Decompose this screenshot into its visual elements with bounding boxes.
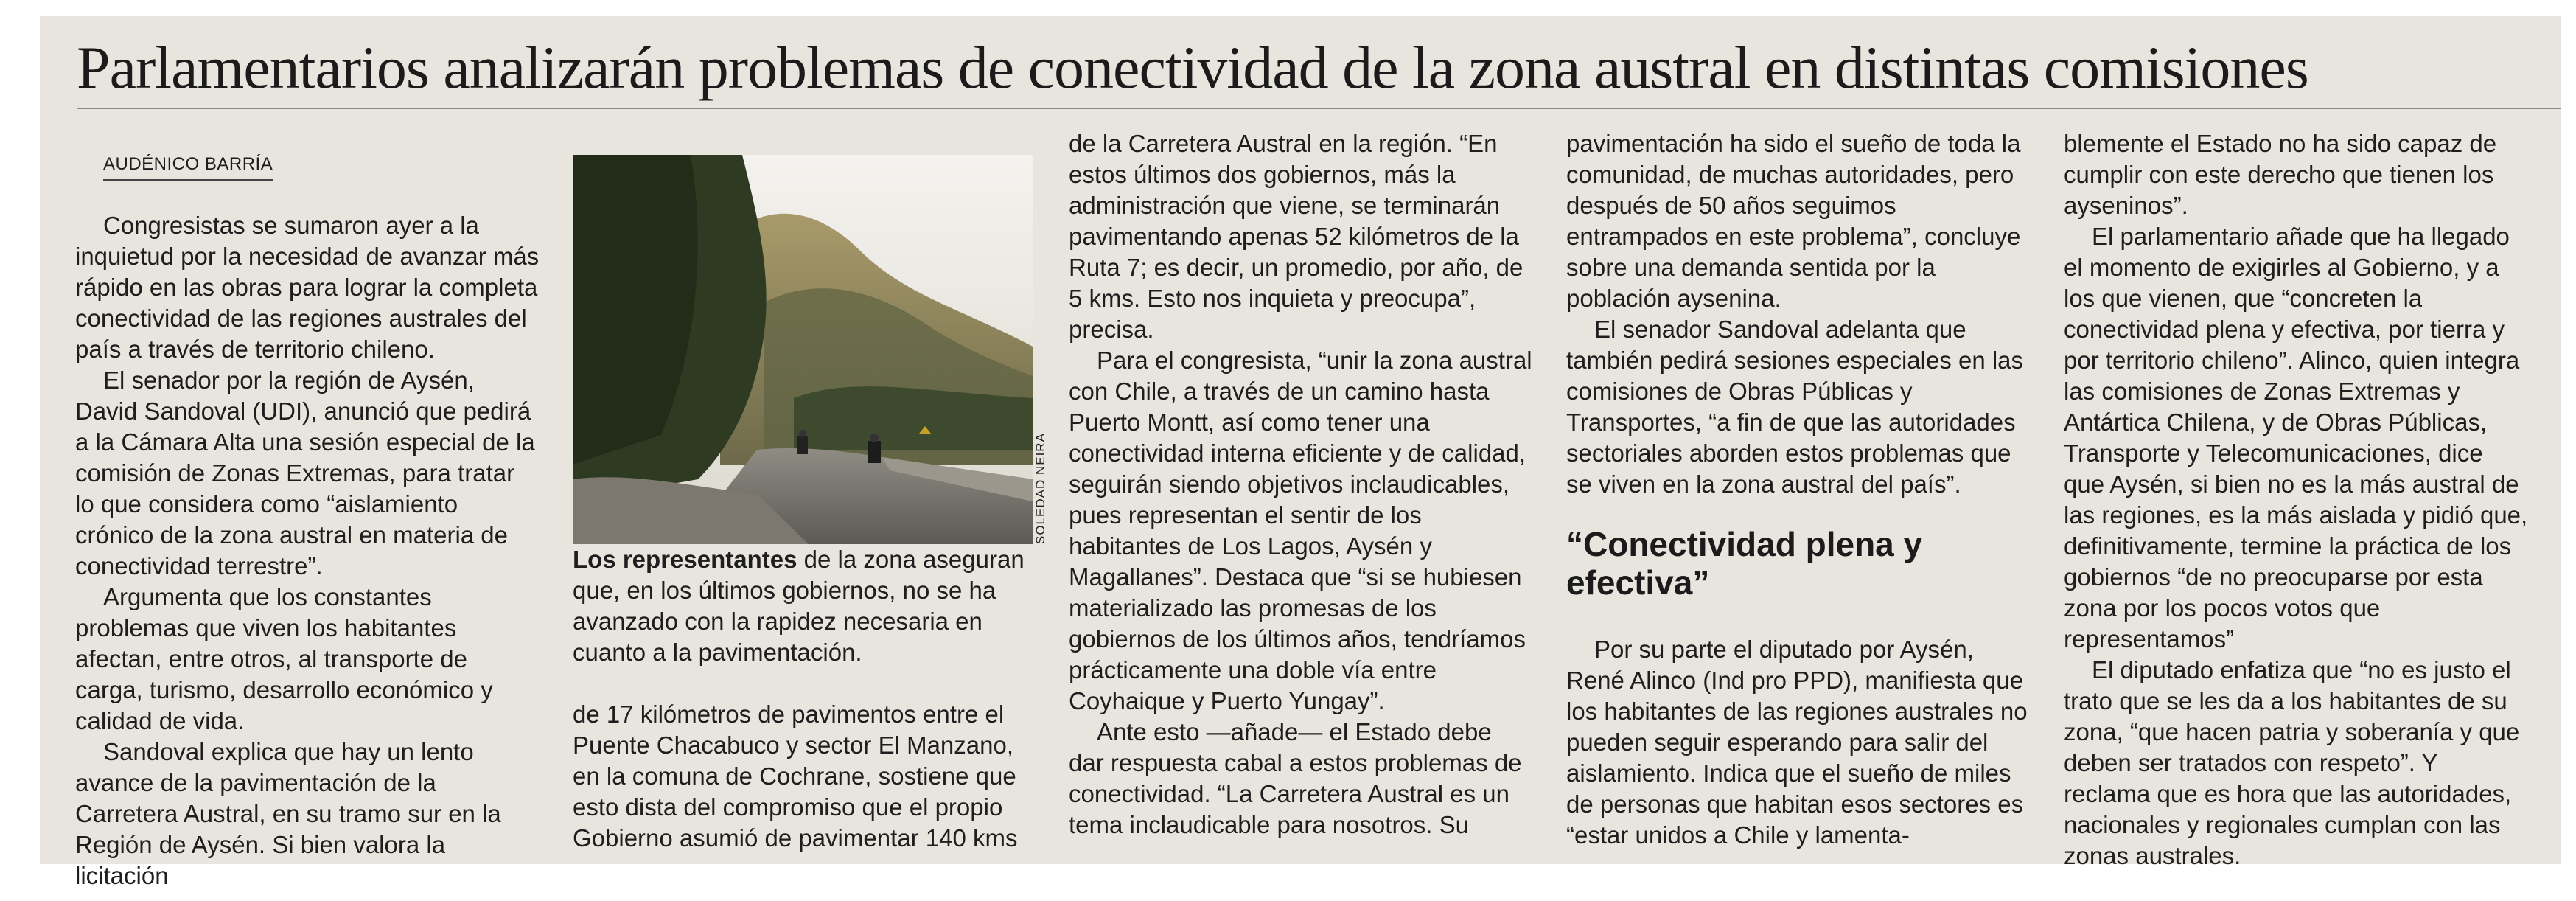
paragraph: blemente el Estado no ha sido capaz de cumplir con este derecho que tienen los ayseninos”.: [2064, 130, 2497, 219]
article-column-5: [2064, 128, 2528, 872]
byline: AUDÉNICO BARRÍA: [103, 153, 273, 181]
photo-credit: SOLEDAD NEIRA: [1033, 433, 1047, 544]
photo-figure: [573, 155, 1047, 544]
road-photo: [573, 155, 1033, 544]
paragraph: Para el congresista, “unir la zona austral con Chile, a través de un camino hasta Puerto Montt, así como tener una conectividad interna eficiente y de calidad, seguirán siendo objetivos inclaudicables, pues representan el sentir de los habitantes de Los Lagos, Aysén y Magallanes”. Destaca que “si se hubiesen materializado las promesas de los gobiernos de los últimos años, tendríamos prácticamente una doble vía entre Coyhaique y Puerto Yungay”.: [1069, 347, 1532, 714]
headline-rule: [77, 108, 2561, 109]
paragraph: El senador Sandoval adelanta que también pedirá sesiones especiales en las comisiones de Obras Públicas y Transportes, “a fin de que las autoridades sectoriales aborden estos problemas que se viven en la zona austral del país”.: [1566, 316, 2024, 498]
subheading: “Conectividad plena y efectiva”: [1566, 525, 1923, 602]
paragraph: Sandoval explica que hay un lento avance de la pavimentación de la Carretera Austral, en su tramo sur en la Región de Aysén. Si bien valora la licitación: [75, 738, 501, 889]
article-column-4: [1566, 128, 2031, 851]
paragraph: pavimentación ha sido el sueño de toda la comunidad, de muchas autoridades, pero después de 50 años seguimos entrampados en este problema”, concluye sobre una demanda sentida por la población aysenina.: [1566, 130, 2021, 312]
caption-text: de la zona aseguran que, en los últimos gobiernos, no se ha avanzado con la rapidez necesaria en cuanto a la pavimentación.: [573, 546, 1025, 666]
paragraph: El diputado enfatiza que “no es justo el trato que se les da a los habitantes de su zona, “que hacen patria y soberanía y que deben ser tratados con respeto”. Y reclama que es hora que las autoridades, nacionales y regionales cumplan con las zonas australes.: [2064, 656, 2520, 869]
paragraph: Ante esto —añade— el Estado debe dar respuesta cabal a estos problemas de conectividad. “La Carretera Austral es un tema inclaudicable para nosotros. Su: [1069, 718, 1522, 838]
newspaper-clipping: [40, 16, 2561, 889]
caption-lead: Los representantes: [573, 546, 797, 573]
paragraph: Por su parte el diputado por Aysén, René Alinco (Ind pro PPD), manifiesta que los habitantes de las regiones australes no pueden seguir esperando para salir del aislamiento. Indica que el sueño de miles de personas que habitan esos sectores es “estar unidos a Chile y lamenta-: [1566, 636, 2028, 849]
paragraph: El parlamentario añade que ha llegado el momento de exigirles al Gobierno, y a los que vienen, que “concreten la conectividad plena y efectiva, por tierra y por territorio chileno”. Alinco, quien integra las comisiones de Zonas Extremas y Antártica Chilena, y de Obras Públicas, Transporte y Telecomunicaciones, dice que Aysén, si bien no es la más austral de las regiones, es la más aislada y pidió que, definitivamente, termine la práctica de los gobiernos “de no preocuparse por esta zona por los pocos votos que representamos”: [2064, 223, 2528, 653]
photo-caption: [573, 544, 1037, 668]
paragraph: El senador por la región de Aysén, David Sandoval (UDI), anunció que pedirá a la Cámara Alta una sesión especial de la comisión de Zonas Extremas, para tratar lo que considera como “aislamiento crónico de la zona austral en materia de conectividad terrestre”.: [75, 366, 535, 580]
article-column-1: [75, 119, 540, 891]
article-column-3: [1069, 128, 1533, 841]
article-column-2: [573, 119, 1047, 854]
paragraph: de 17 kilómetros de pavimentos entre el Puente Chacabuco y sector El Manzano, en la comuna de Cochrane, sostiene que esto dista del compromiso que el propio Gobierno asumió de pavimentar 140 kms: [573, 700, 1018, 852]
headline: Parlamentarios analizarán problemas de conectividad de la zona austral en distintas comisiones: [77, 34, 2308, 101]
paragraph: Argumenta que los constantes problemas que viven los habitantes afectan, entre otros, al transporte de carga, turismo, desarrollo económico y calidad de vida.: [75, 583, 493, 734]
paragraph: Congresistas se sumaron ayer a la inquietud por la necesidad de avanzar más rápido en las obras para lograr la completa conectividad de las regiones australes del país a través de territorio chileno.: [75, 212, 540, 363]
paragraph: de la Carretera Austral en la región. “En estos últimos dos gobiernos, más la administración que viene, se terminarán pavimentando apenas 52 kilómetros de la Ruta 7; es decir, un promedio, por año, de 5 kms. Esto nos inquieta y preocupa”, precisa.: [1069, 130, 1523, 343]
